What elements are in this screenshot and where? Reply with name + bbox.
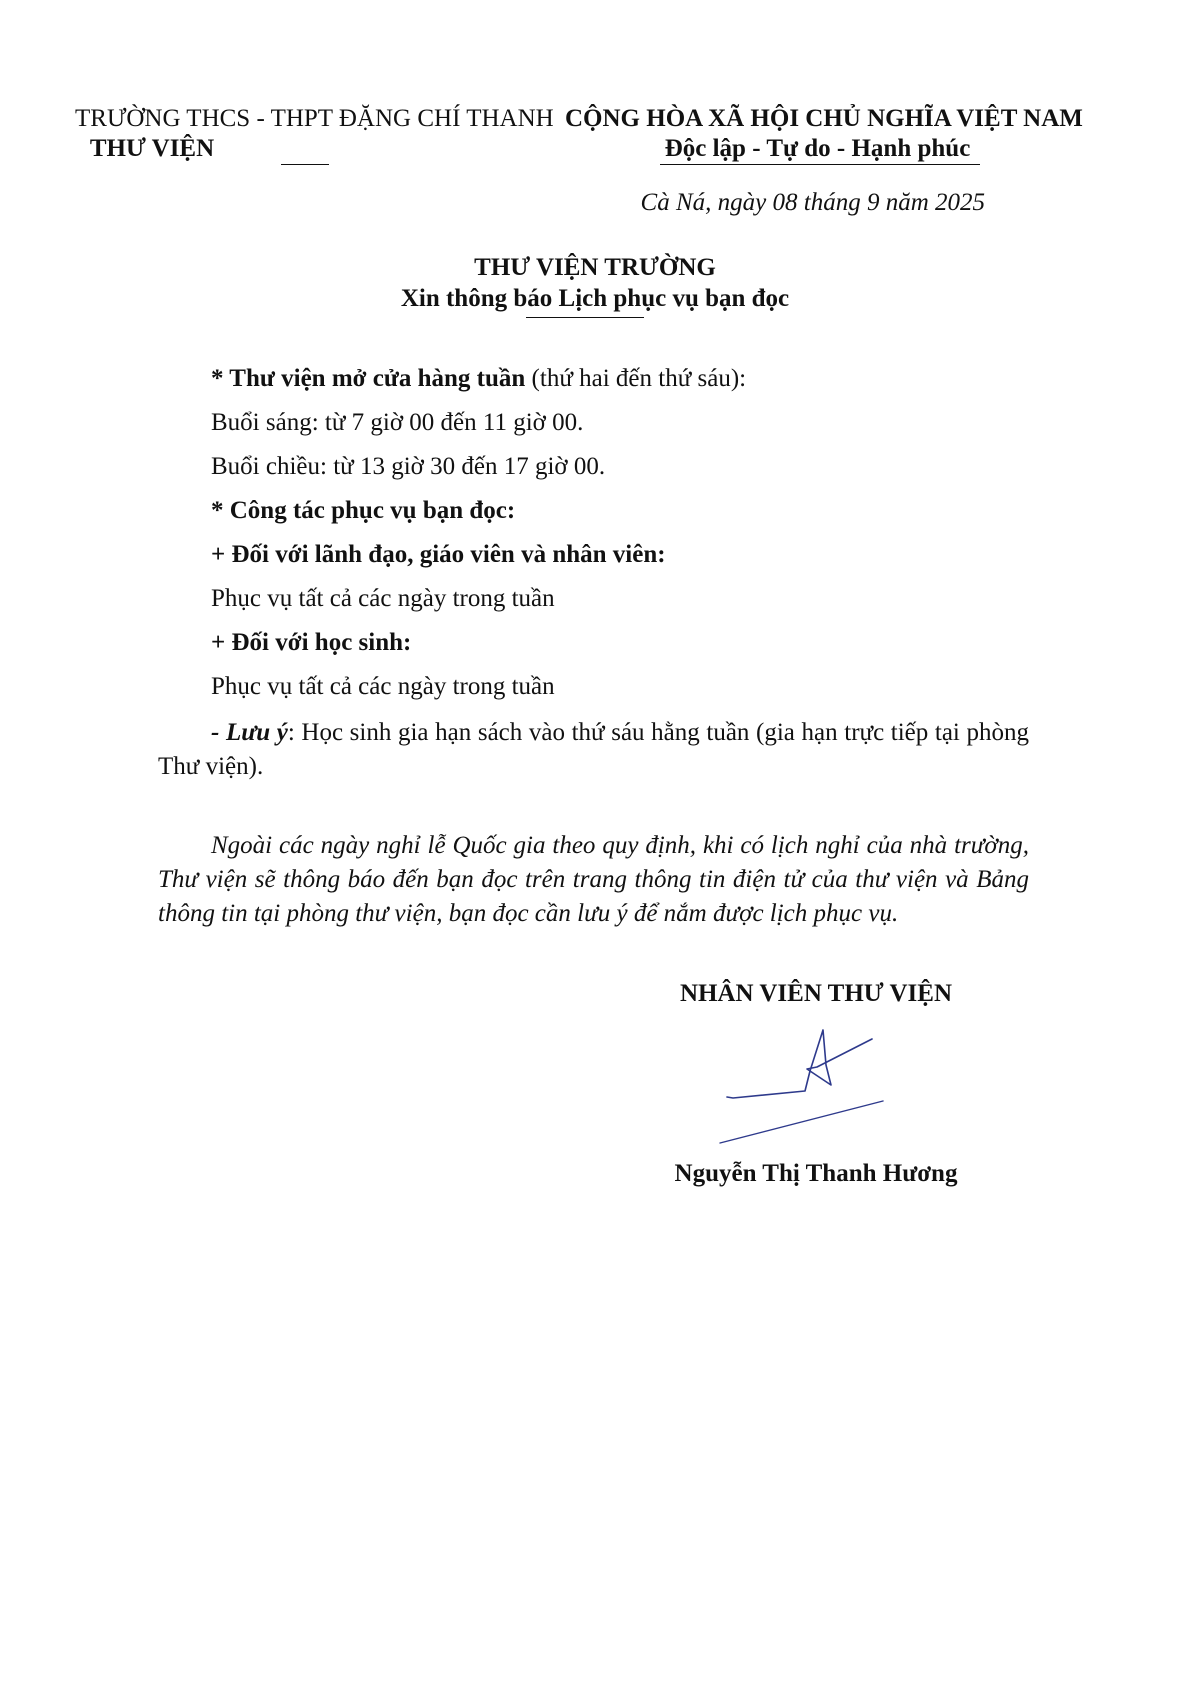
staff-service-text: Phục vụ tất cả các ngày trong tuần <box>211 585 555 612</box>
staff-heading: + Đối với lãnh đạo, giáo viên và nhân viên: <box>211 541 666 568</box>
school-name: TRƯỜNG THCS - THPT ĐẶNG CHÍ THANH <box>75 105 554 132</box>
afternoon-hours: Buổi chiều: từ 13 giờ 30 đến 17 giờ 00. <box>211 453 606 480</box>
students-service-text: Phục vụ tất cả các ngày trong tuần <box>211 673 555 700</box>
national-motto: Độc lập - Tự do - Hạnh phúc <box>664 135 971 162</box>
title-underline <box>526 317 644 318</box>
signature-strokes <box>715 1025 895 1150</box>
date-line: Cà Ná, ngày 08 tháng 9 năm 2025 <box>640 189 985 216</box>
motto-underline <box>660 164 980 165</box>
opening-hours-heading-rest: (thứ hai đến thứ sáu): <box>525 365 747 392</box>
service-heading: * Công tác phục vụ bạn đọc: <box>211 497 516 524</box>
opening-hours-heading <box>211 364 746 394</box>
department-underline <box>281 164 329 165</box>
renewal-note <box>158 716 1029 784</box>
note-text: : Học sinh gia hạn sách vào thứ sáu hằng tuần (gia hạn trực tiếp tại phòng Thư viện). <box>158 719 1030 780</box>
students-heading: + Đối với học sinh: <box>211 629 412 656</box>
notice-title: THƯ VIỆN TRƯỜNG <box>474 254 716 281</box>
closing-paragraph: Ngoài các ngày nghỉ lễ Quốc gia theo quy định, khi có lịch nghỉ của nhà trường, Thư viện sẽ thông báo đến bạn đọc trên trang thông tin điện tử của thư viện và Bảng thông tin tại phòng thư viện, bạn đọc cần lưu ý để nắm được lịch phục vụ. <box>158 832 1029 927</box>
country-name: CỘNG HÒA XÃ HỘI CHỦ NGHĨA VIỆT NAM <box>565 105 1083 132</box>
note-label: - Lưu ý <box>211 719 288 746</box>
opening-hours-heading-bold: * Thư viện mở cửa hàng tuần <box>211 365 526 392</box>
signatory-name: Nguyễn Thị Thanh Hương <box>674 1160 958 1187</box>
morning-hours: Buổi sáng: từ 7 giờ 00 đến 11 giờ 00. <box>211 409 584 436</box>
department-name: THƯ VIỆN <box>89 135 215 162</box>
signature-role: NHÂN VIÊN THƯ VIỆN <box>679 980 953 1007</box>
notice-subtitle: Xin thông báo Lịch phục vụ bạn đọc <box>400 285 790 312</box>
